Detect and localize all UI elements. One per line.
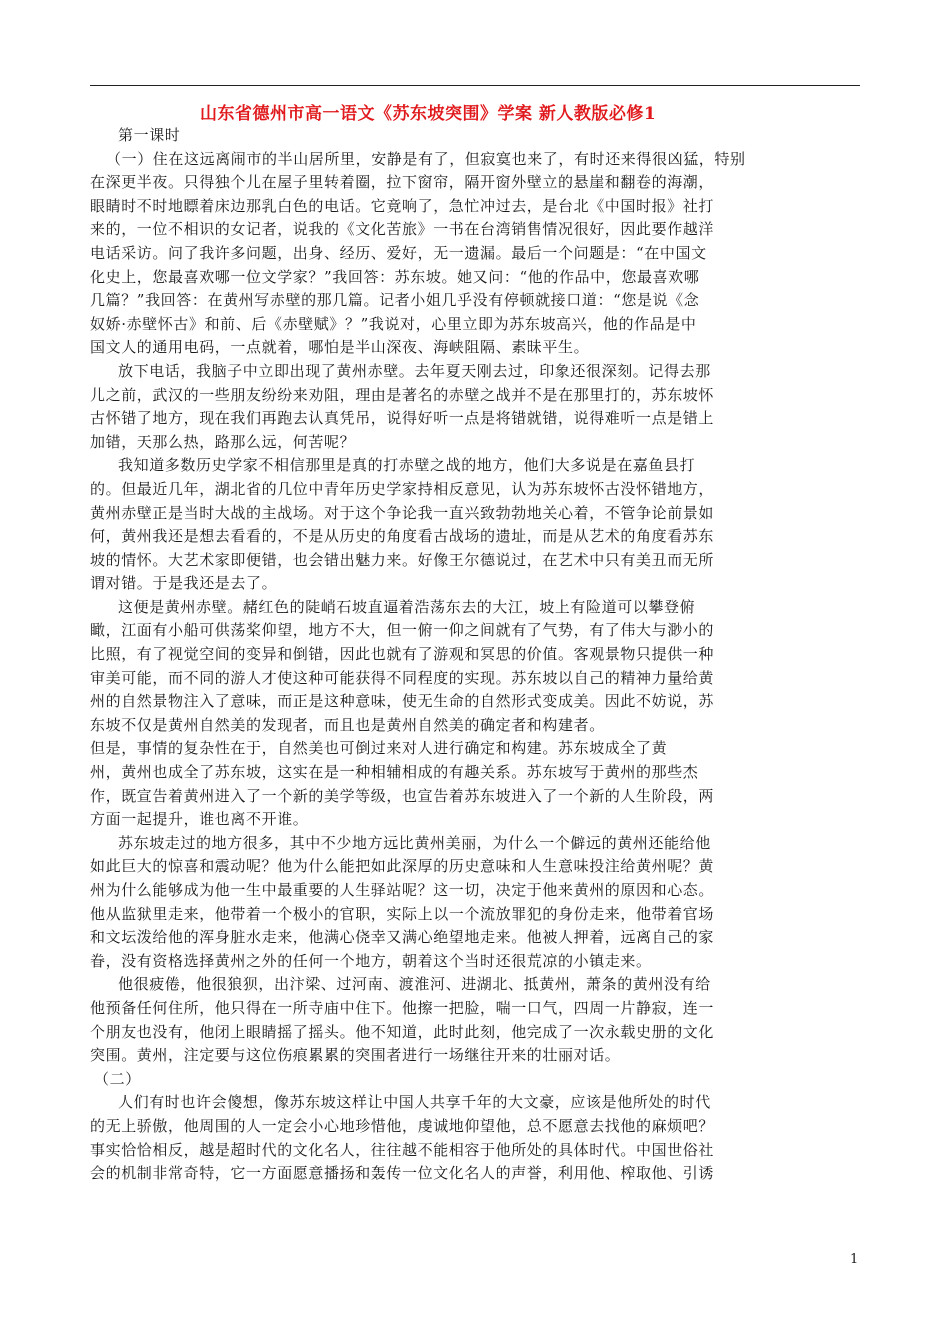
text-line: 古怀错了地方，现在我们再跑去认真凭吊，说得好听一点是将错就错，说得难听一点是错上 [90,409,715,428]
text-line: 比照，有了视觉空间的变异和倒错，因此也就有了游观和冥思的价值。客观景物只提供一种 [90,645,715,664]
text-line: 苏东坡走过的地方很多，其中不少地方远比黄州美丽，为什么一个僻远的黄州还能给他 [118,833,711,852]
text-line: 他从监狱里走来，他带着一个极小的官职，实际上以一个流放罪犯的身份走来，他带着官场 [90,904,715,923]
text-line: 事实恰恰相反，越是超时代的文化名人，往往越不能相容于他所处的具体时代。中国世俗社 [90,1140,715,1159]
document-body [90,124,780,1186]
text-line: 的。但最近几年，湖北省的几位中青年历史学家持相反意见，认为苏东坡怀古没怀错地方， [90,479,715,498]
text-line: 个朋友也没有，他闭上眼睛摇了摇头。他不知道，此时此刻，他完成了一次永载史册的文化 [90,1022,715,1041]
text-line: 电话采访。问了我许多问题，出身、经历、爱好，无一遗漏。最后一个问题是：“在中国文 [90,243,707,262]
text-line: （一）住在这远离闹市的半山居所里，安静是有了，但寂寞也来了，有时还来得很凶猛，特别 [106,149,746,168]
text-line: 放下电话，我脑子中立即出现了黄州赤壁。去年夏天刚去过，印象还很深刻。记得去那 [118,361,711,380]
text-line: 坡的情怀。大艺术家即便错，也会错出魅力来。好像王尔德说过，在艺术中只有美丑而无所 [90,550,715,569]
text-line: 加错，天那么热，路那么远，何苦呢？ [90,432,356,451]
section-heading: 第一课时 [118,126,181,144]
text-line: 何，黄州我还是想去看看的，不是从历史的角度看古战场的遗址，而是从艺术的角度看苏东 [90,527,715,546]
text-line: 会的机制非常奇特，它一方面愿意播扬和轰传一位文化名人的声誉，利用他、榨取他、引诱 [90,1164,715,1183]
text-line: 在深更半夜。只得独个儿在屋子里转着圈，拉下窗帘，隔开窗外壁立的悬崖和翻卷的海潮， [90,173,715,192]
text-line: 眼睛时不时地瞟着床边那乳白色的电话。它竟响了，急忙冲过去，是台北《中国时报》社打 [90,196,715,215]
text-line: 方面一起提升，谁也离不开谁。 [90,810,309,829]
text-line: 州的自然景物注入了意味，而正是这种意味，使无生命的自然形式变成美。因此不妨说，苏 [90,692,715,711]
document-title: 山东省德州市高一语文《苏东坡突围》学案 新人教版必修1 [200,104,657,124]
text-line: 但是，事情的复杂性在于，自然美也可倒过来对人进行确定和构建。苏东坡成全了黄 [90,739,668,758]
text-line: 的无上骄傲，他周围的人一定会小心地珍惜他，虔诚地仰望他，总不愿意去找他的麻烦吧？ [90,1116,715,1135]
text-line: 眷，没有资格选择黄州之外的任何一个地方，朝着这个当时还很荒凉的小镇走来。 [90,951,652,970]
header-rule [90,85,860,86]
text-line: 化史上，您最喜欢哪一位文学家？”我回答：苏东坡。她又问：“他的作品中，您最喜欢哪 [90,267,700,286]
text-line: 东坡不仅是黄州自然美的发现者，而且也是黄州自然美的确定者和构建者。 [90,715,605,734]
text-line: 我知道多数历史学家不相信那里是真的打赤壁之战的地方，他们大多说是在嘉鱼县打 [118,456,696,475]
text-line: 奴娇·赤壁怀古》和前、后《赤壁赋》？”我说对，心里立即为苏东坡高兴，他的作品是中 [90,314,697,333]
text-line: 儿之前，武汉的一些朋友纷纷来劝阻，理由是著名的赤壁之战并不是在那里打的，苏东坡怀 [90,385,715,404]
text-line: 几篇？”我回答：在黄州写赤壁的那几篇。记者小姐几乎没有停顿就接口道：“您是说《念 [90,291,700,310]
text-line: 如此巨大的惊喜和震动呢？他为什么能把如此深厚的历史意味和人生意味投注给黄州呢？黄 [90,857,715,876]
text-line: 州，黄州也成全了苏东坡，这实在是一种相辅相成的有趣关系。苏东坡写于黄州的那些杰 [90,763,699,782]
text-line: 人们有时也许会傻想，像苏东坡这样让中国人共享千年的大文豪，应该是他所处的时代 [118,1093,711,1112]
text-line: 黄州赤壁正是当时大战的主战场。对于这个争论我一直兴致勃勃地关心着，不管争论前景如 [90,503,715,522]
page-number: 1 [850,1252,859,1267]
text-line: 和文坛泼给他的浑身脏水走来，他满心侥幸又满心绝望地走来。他被人押着，远离自己的家 [90,928,715,947]
text-line: 他很疲倦，他很狼狈，出汴梁、过河南、渡淮河、进湖北、抵黄州，萧条的黄州没有给 [118,975,711,994]
text-line: 突围。黄州，注定要与这位伤痕累累的突围者进行一场继往开来的壮丽对话。 [90,1046,621,1065]
text-line: 这便是黄州赤壁。赭红色的陡峭石坡直逼着浩荡东去的大江，坡上有险道可以攀登俯 [118,597,696,616]
text-line: 审美可能，而不同的游人才使这种可能获得不同程度的实现。苏东坡以自己的精神力量给黄 [90,668,715,687]
text-line: 来的，一位不相识的女记者，说我的《文化苦旅》一书在台湾销售情况很好，因此要作越洋 [90,220,715,239]
text-line: 他预备任何住所，他只得在一所寺庙中住下。他擦一把脸，喘一口气，四周一片静寂，连一 [90,998,715,1017]
text-line: 瞰，江面有小船可供荡桨仰望，地方不大，但一俯一仰之间就有了气势，有了伟大与渺小的 [90,621,715,640]
text-line: 谓对错。于是我还是去了。 [90,574,278,593]
text-line: （二） [94,1069,141,1088]
text-line: 国文人的通用电码，一点就着，哪怕是半山深夜、海峡阻隔、素昧平生。 [90,338,590,357]
text-line: 州为什么能够成为他一生中最重要的人生驿站呢？这一切，决定于他来黄州的原因和心态。 [90,881,715,899]
text-line: 作，既宣告着黄州进入了一个新的美学等级，也宣告着苏东坡进入了一个新的人生阶段，两 [90,786,715,805]
paragraph-lines [90,148,780,1186]
